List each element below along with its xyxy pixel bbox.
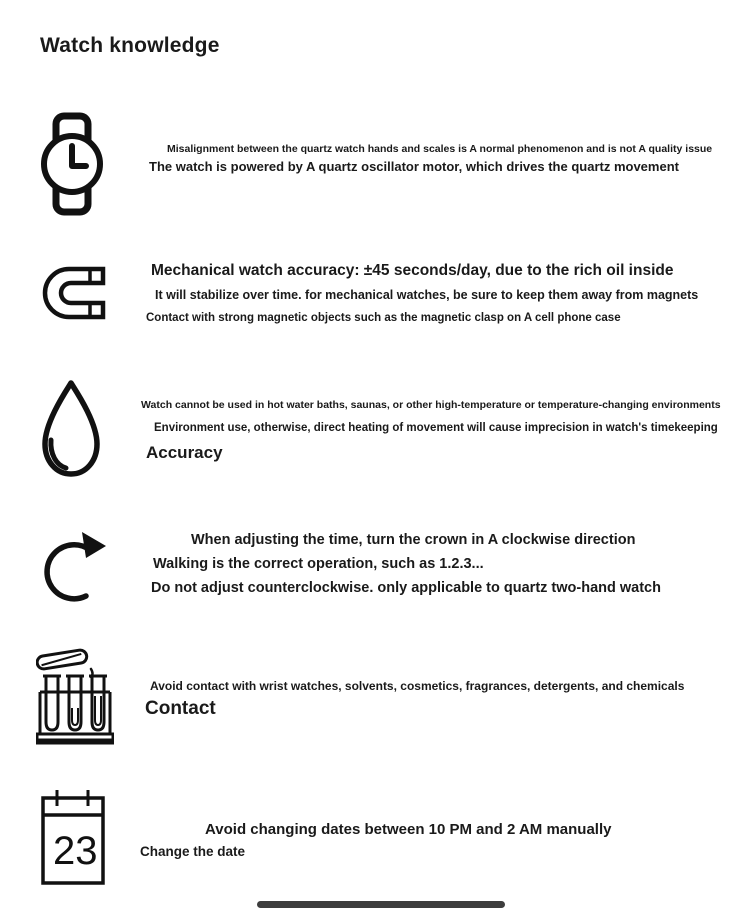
contact-heading: Contact (145, 698, 216, 719)
water-drop-icon (36, 378, 106, 480)
magnet-icon (38, 262, 106, 324)
calendar-day-number: 23 (53, 829, 98, 873)
accuracy-heading: Accuracy (146, 443, 223, 462)
wristwatch-icon (40, 112, 104, 216)
clockwise-arrow-icon (42, 524, 108, 608)
page-title: Watch knowledge (40, 34, 220, 57)
crown-note-2: Walking is the correct operation, such as 1.2.3... (153, 556, 484, 572)
crown-note-1: When adjusting the time, turn the crown in A clockwise direction (191, 532, 636, 548)
crown-note-3: Do not adjust counterclockwise. only applicable to quartz two-hand watch (151, 580, 661, 596)
magnet-note-main: Mechanical watch accuracy: ±45 seconds/day, due to the rich oil inside (151, 262, 674, 279)
temperature-note-small: Watch cannot be used in hot water baths, saunas, or other high-temperature or temperature-changing environments (141, 399, 721, 411)
home-indicator[interactable] (257, 901, 505, 908)
quartz-note-small: Misalignment between the quartz watch hands and scales is A normal phenomenon and is not A quality issue (167, 143, 713, 155)
quartz-note-main: The watch is powered by A quartz oscillator motor, which drives the quartz movement (149, 159, 679, 174)
temperature-note-mid: Environment use, otherwise, direct heating of movement will cause imprecision in watch's timekeeping (154, 422, 718, 434)
magnet-note-mid: It will stabilize over time. for mechanical watches, be sure to keep them away from magnets (155, 288, 699, 302)
chemical-note: Avoid contact with wrist watches, solvents, cosmetics, fragrances, detergents, and chemicals (150, 679, 685, 693)
test-tubes-icon (36, 646, 114, 746)
date-note: Avoid changing dates between 10 PM and 2 AM manually (205, 821, 612, 838)
change-date-label: Change the date (140, 844, 246, 859)
calendar-icon (40, 790, 106, 886)
magnet-note-small: Contact with strong magnetic objects such as the magnetic clasp on A cell phone case (146, 312, 621, 324)
